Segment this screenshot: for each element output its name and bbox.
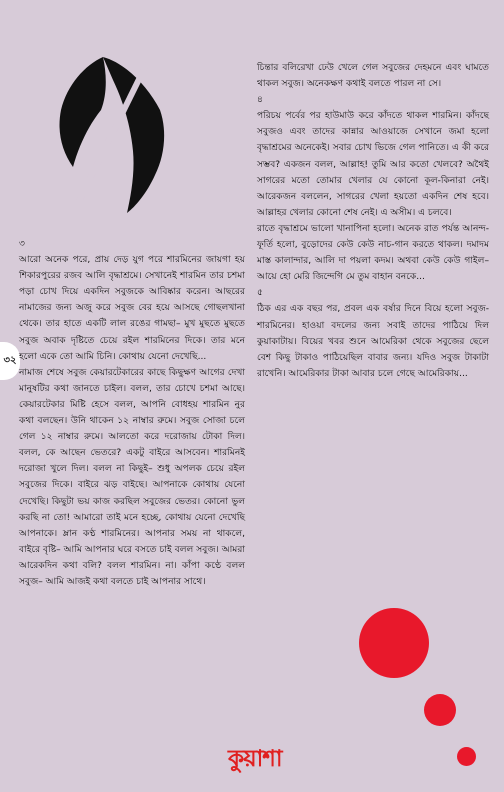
story-paragraph: রাতে বৃদ্ধাশ্রমে ভালো খানাপিনা হলো। অনেক রাত পর্যন্ত আনন্দ-ফূর্তি হলো, বুড়োদের কেউ কেউ নাচ-গান করতে থাকল। দমাদম মাস্ত কালান্দার, আলি দা পয়লা কদম। অথবা কেউ কেউ গাইল– আয়ে হো মেরি জিন্দেগি মে তুম বাহান বনকে... — [257, 223, 489, 283]
right-column — [257, 60, 489, 382]
story-paragraph: আরো অনেক পরে, প্রায় দেড় যুগ পরে শারমিনের জায়গা হয় শিকারপুরের রজব আলি বৃদ্ধাশ্রমে। সেখানেই শারমিন তার চশমা পড়া চোখ দিয়ে একদিন সবুজকে আবিষ্কার করেন। আছরের নামাজের জন্য অজু করে সবুজ বের হয়ে আসছে গোছলখানা থেকে। তার হাতে একটি লাল রঙের গামছা– মুখ মুছতে মুছতে সবুজ অবাক দৃষ্টিতে চেয়ে রইল শারমিনের দিকে। তার মনে হলো একে তো আমি চিনি। কোথায় যেনো দেখেছি... — [19, 255, 245, 362]
story-paragraph: ঠিক এর এক বছর পর, প্রবল এক বর্ষার দিনে বিয়ে হলো সবুজ-শারমিনের। হাওয়া বদলের জন্য সবাই তাদের পাঠিয়ে দিল কুয়াকাটায়। বিয়ের খবর শুনে আমেরিকা থেকে সবুজের ছেলে বেশ কিছু টাকাও পাঠিয়েছিল বাবার জন্য। যদিও সবুজ টাকাটা রাখেনি। আমেরিকার টাকা আবার চলে গেছে আমেরিকায়... — [257, 304, 489, 379]
story-paragraph: পরিচয় পর্বের পর হাউমাউ করে কাঁদতে থাকল শারমিন। কাঁদছে সবুজও এবং তাদের কান্নার আওয়াজে সেখানে জমা হলো বৃদ্ধাশ্রমের অনেকেই। সবার চোখ ভিজে গেল পানিতে। এ কী করে সম্ভব? একজন বলল, আল্লাহ! তুমি আর কতো খেলবে? অথৈই সাগরের মতো তোমার খেলার যে কোনো কূল-কিনারা নেই। আরেকজন বললেন, সাগরের খেলা হয়তো একদিন শেষ হবে। আল্লাহর খেলার কোনো শেষ নেই। এ অসীম। এ চলবে। — [257, 111, 489, 218]
small-red-circle — [457, 747, 476, 766]
section-number: ৩ — [19, 239, 25, 249]
story-paragraph: চিন্তার বলিরেখা ঢেউ খেলে গেল সবুজের দেহমনে এবং ঘামতে থাকল সবুজ। অনেকক্ষণ কথাই বলতে পারল না সে। — [257, 63, 489, 90]
magazine-logo: কুয়াশা — [228, 746, 282, 772]
page-number: ৩২ — [0, 342, 20, 380]
story-paragraph: নামাজ শেষে সবুজ কেয়ারটেকারের কাছে কিছুক্ষণ আগের দেখা মানুষটির কথা জানতে চাইল। বলল, তার চোখে চশমা আছে। কেয়ারটেকার মিষ্টি হেসে বলল, আপনি বোধহয় শারমিন নুর কথা বলছেন। উনি থাকেন ১২ নাম্বার রুমে। সবুজ সোজা চলে গেল ১২ নাম্বার রুমে। আলতো করে দরোজায় টোকা দিল। বলল, কে আছেন ভেতরে? একটু বাইরে আসবেন। শারমিনই দরোজা খুলে দিল। বলল না কিছুই– শুধু অপলক চেয়ে রইল সবুজের দিকে। বাইরে ঝড় বাইছে। আপনাকে কোথায় যেনো দেখেছি। কিছুটা ভয় কাজ করছিল সবুজের ভেতর। কোনো ভুল করছি না তো! আমারো তাই মনে হচ্ছে, কোথায় যেনো দেখেছি আপনাকে। ম্লান কণ্ঠ শারমিনের। আপনার সময় না থাকলে, বাইরে বৃষ্টি– আমি আপনার ঘরে বসতে চাই বলল সবুজ। আমরা আরেকদিন কথা বলি? বলল শারমিন। না। কাঁপা কণ্ঠে বলল সবুজ– আমি আজই কথা বলতে চাই আপনার সাথে। — [19, 367, 245, 587]
left-column — [19, 236, 245, 590]
section-number: ৪ — [257, 95, 263, 106]
section-number: ৫ — [257, 288, 263, 299]
medium-red-circle — [424, 694, 456, 726]
large-red-circle — [359, 608, 429, 678]
abstract-ink-artwork — [55, 55, 170, 215]
